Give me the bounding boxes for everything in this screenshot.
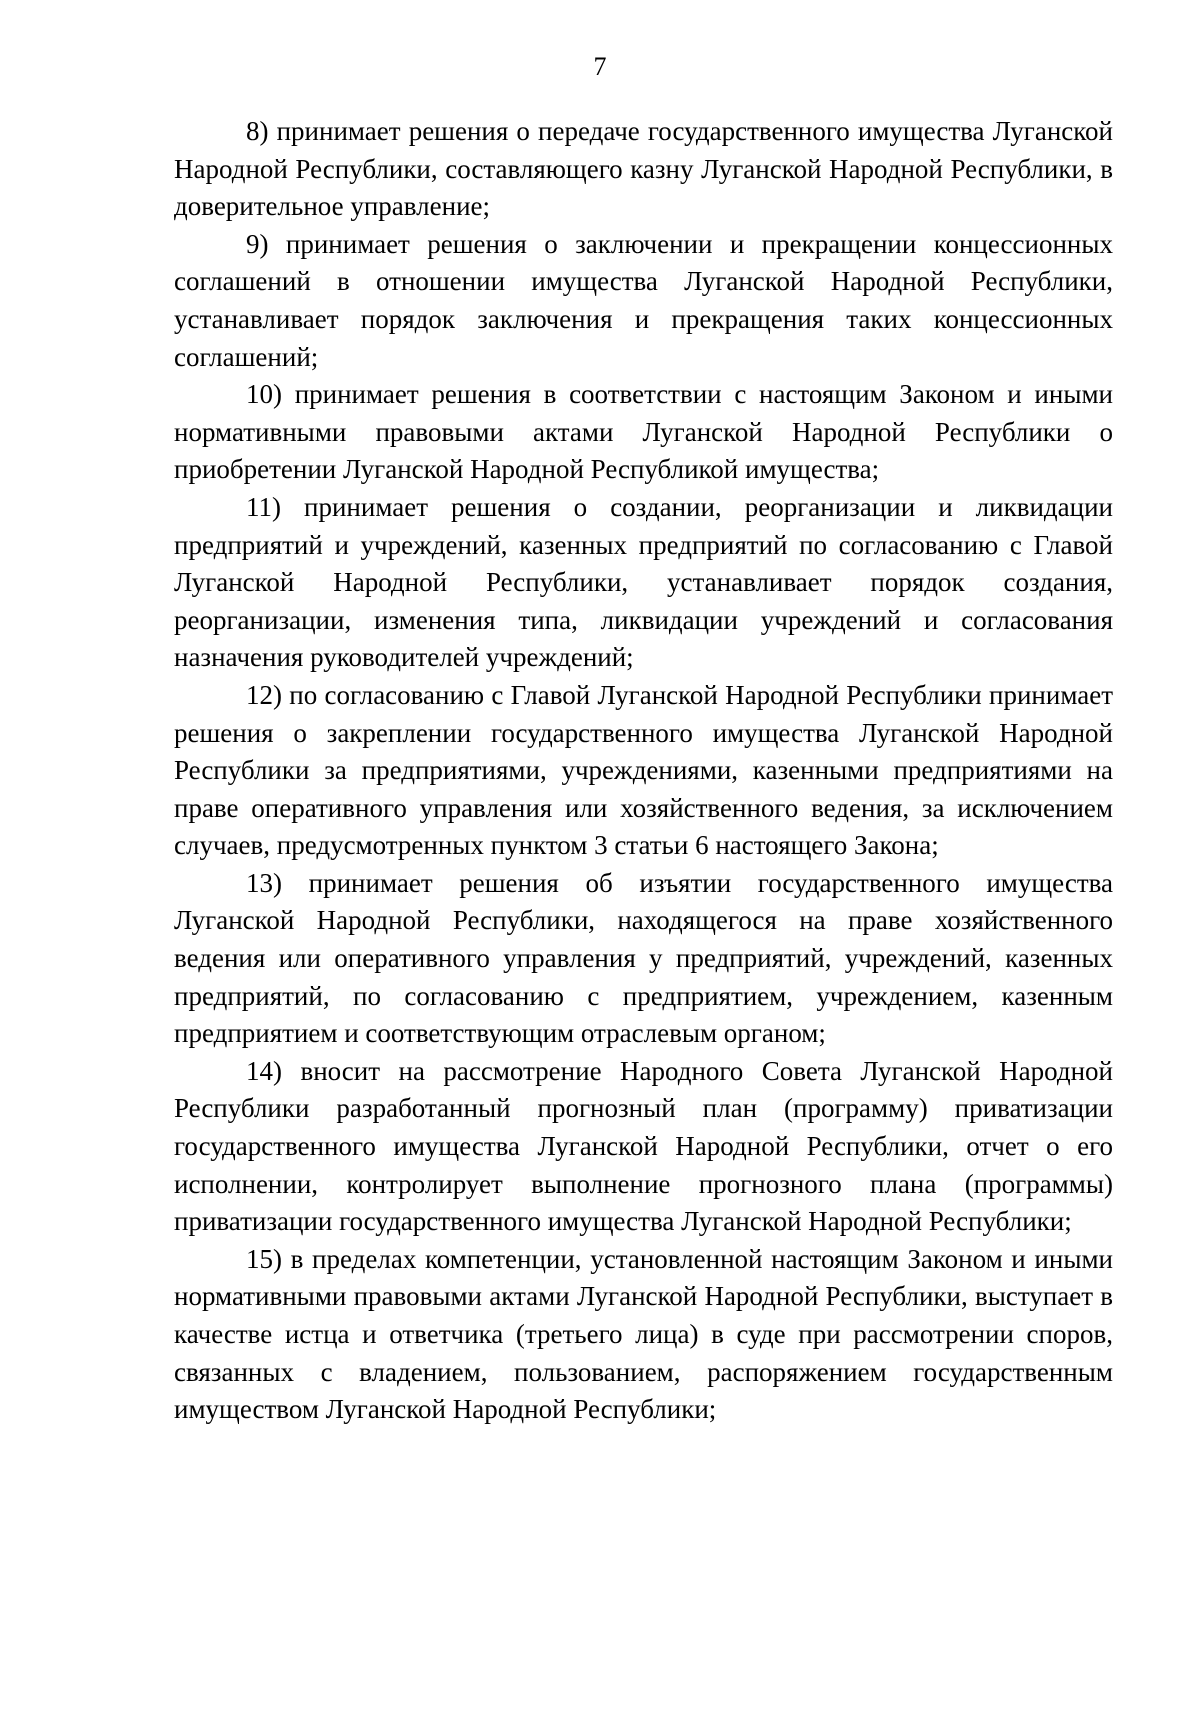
list-item-8: 8) принимает решения о передаче государственного имущества Луганской Народной Республики, составляющего казну Луганской Народной Республики, в доверительное управление; [174, 116, 1113, 222]
document-body [174, 113, 1113, 1429]
page-number: 7 [593, 52, 607, 81]
list-item-9: 9) принимает решения о заключении и прекращении концессионных соглашений в отношении имущества Луганской Народной Республики, устанавливает порядок заключения и прекращения таких концессионных соглашений; [174, 228, 1113, 372]
list-item-12: 12) по согласованию с Главой Луганской Народной Республики принимает решения о закреплении государственного имущества Луганской Народной Республики за предприятиями, учреждениями, казенными предприятиями на праве оперативного управления или хозяйственного ведения, за исключением случаев, предусмотренных пунктом 3 статьи 6 настоящего Закона; [174, 679, 1113, 861]
list-item-10: 10) принимает решения в соответствии с настоящим Законом и иными нормативными правовыми актами Луганской Народной Республики о приобретении Луганской Народной Республикой имущества; [174, 379, 1113, 485]
list-item-15: 15) в пределах компетенции, установленной настоящим Законом и иными нормативными правовыми актами Луганской Народной Республики, выступает в качестве истца и ответчика (третьего лица) в суде при рассмотрении споров, связанных с владением, пользованием, распоряжением государственным имуществом Луганской Народной Республики; [174, 1243, 1113, 1425]
list-item-14: 14) вносит на рассмотрение Народного Совета Луганской Народной Республики разработанный прогнозный план (программу) приватизации государственного имущества Луганской Народной Республики, отчет о его исполнении, контролирует выполнение прогнозного плана (программы) приватизации государственного имущества Луганской Народной Республики; [174, 1055, 1113, 1237]
list-item-13: 13) принимает решения об изъятии государственного имущества Луганской Народной Республики, находящегося на праве хозяйственного ведения или оперативного управления у предприятий, учреждений, казенных предприятий, по согласованию с предприятием, учреждением, казенным предприятием и соответствующим отраслевым органом; [174, 867, 1113, 1049]
list-item-11: 11) принимает решения о создании, реорганизации и ликвидации предприятий и учреждений, казенных предприятий по согласованию с Главой Луганской Народной Республики, устанавливает порядок создания, реорганизации, изменения типа, ликвидации учреждений и согласования назначения руководителей учреждений; [174, 491, 1113, 673]
